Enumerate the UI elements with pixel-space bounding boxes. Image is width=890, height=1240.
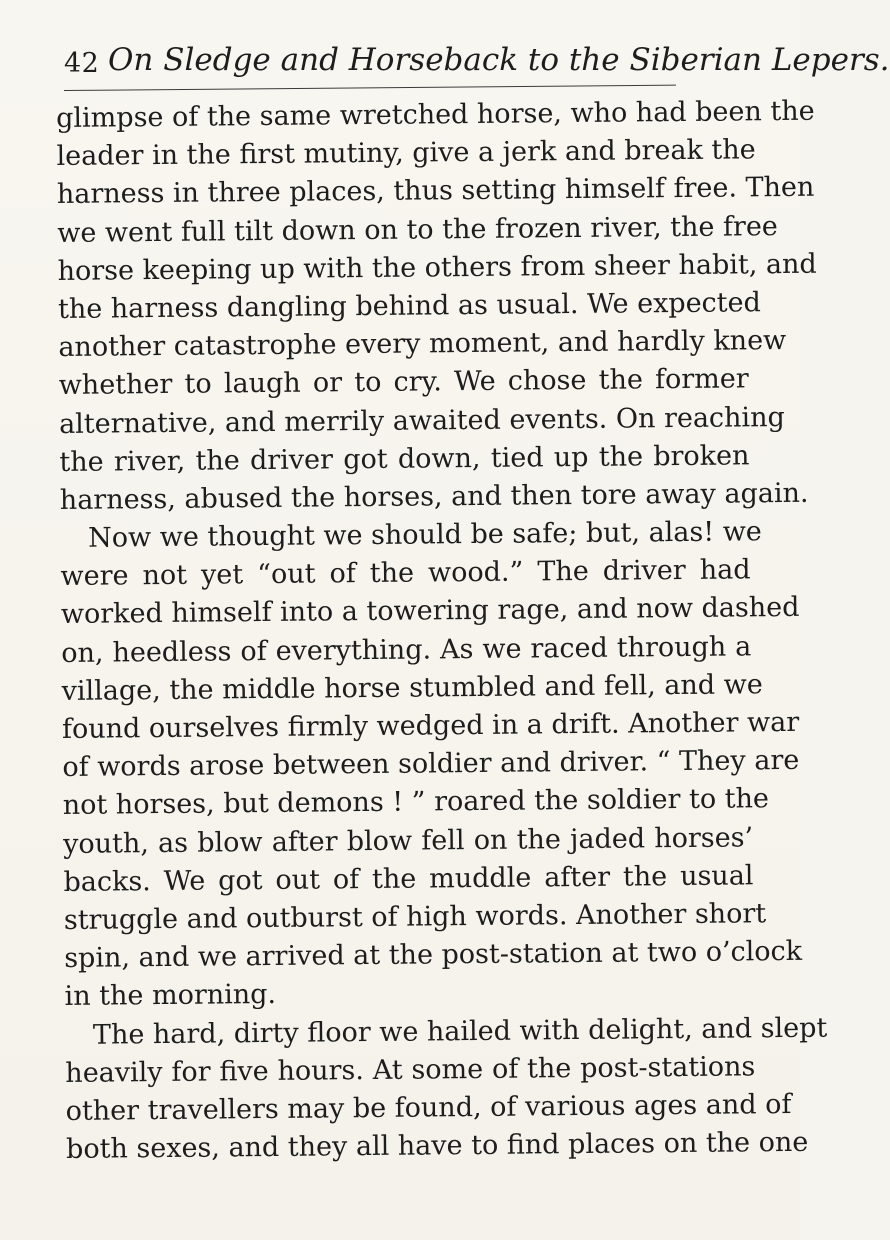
text-line: the river, the driver got down, tied up the broken <box>59 440 750 478</box>
text-line: both sexes, and they all have to find places on the one <box>65 1126 809 1166</box>
text-line: worked himself into a towering rage, and now dashed <box>60 592 800 631</box>
text-line: horse keeping up with the others from sheer habit, and <box>57 248 817 287</box>
text-line: harness, abused the horses, and then tore away again. <box>59 477 809 516</box>
text-line: on, heedless of everything. As we raced through a <box>61 630 752 669</box>
text-line: in the morning. <box>64 979 277 1013</box>
text-line: village, the middle horse stumbled and fell, and we <box>61 669 763 707</box>
text-line: harness in three places, thus setting himself free. Then <box>56 172 815 211</box>
text-line: other travellers may be found, of various ages and of <box>65 1088 792 1127</box>
text-line: struggle and outburst of high words. Another short <box>63 898 767 936</box>
text-line: leader in the first mutiny, give a jerk and break the <box>56 134 756 173</box>
text-line: spin, and we arrived at the post-station at two o’clock <box>64 936 803 975</box>
page-header <box>64 42 890 84</box>
text-line: Now we thought we should be safe; but, alas! we <box>88 516 762 554</box>
text-line: of words arose between soldier and driver. “ They are <box>62 745 800 784</box>
text-line: the harness dangling behind as usual. We expected <box>57 287 761 325</box>
text-line: backs. We got out of the muddle after the usual <box>63 860 754 898</box>
text-line: heavily for five hours. At some of the post-stations <box>65 1051 756 1089</box>
text-line: we went full tilt down on to the frozen river, the free <box>57 210 778 249</box>
body-text <box>56 93 828 1169</box>
running-title: On Sledge and Horseback to the Siberian Lepers. <box>108 42 890 78</box>
text-line: alternative, and merrily awaited events. On reaching <box>58 401 785 440</box>
text-line: The hard, dirty floor we hailed with delight, and slept <box>92 1012 828 1051</box>
page-number: 42 <box>64 48 100 79</box>
text-line: found ourselves firmly wedged in a drift. Another war <box>61 706 800 745</box>
text-line: not horses, but demons ! ” roared the soldier to the <box>62 783 770 822</box>
header-rule <box>64 85 676 91</box>
text-line: youth, as blow after blow fell on the jaded horses’ <box>62 821 754 860</box>
text-line: were not yet “out of the wood.” The driver had <box>60 554 751 593</box>
text-line: whether to laugh or to cry. We chose the former <box>58 363 749 402</box>
text-line: another catastrophe every moment, and hardly knew <box>58 325 787 364</box>
text-line: glimpse of the same wretched horse, who had been the <box>56 95 815 134</box>
